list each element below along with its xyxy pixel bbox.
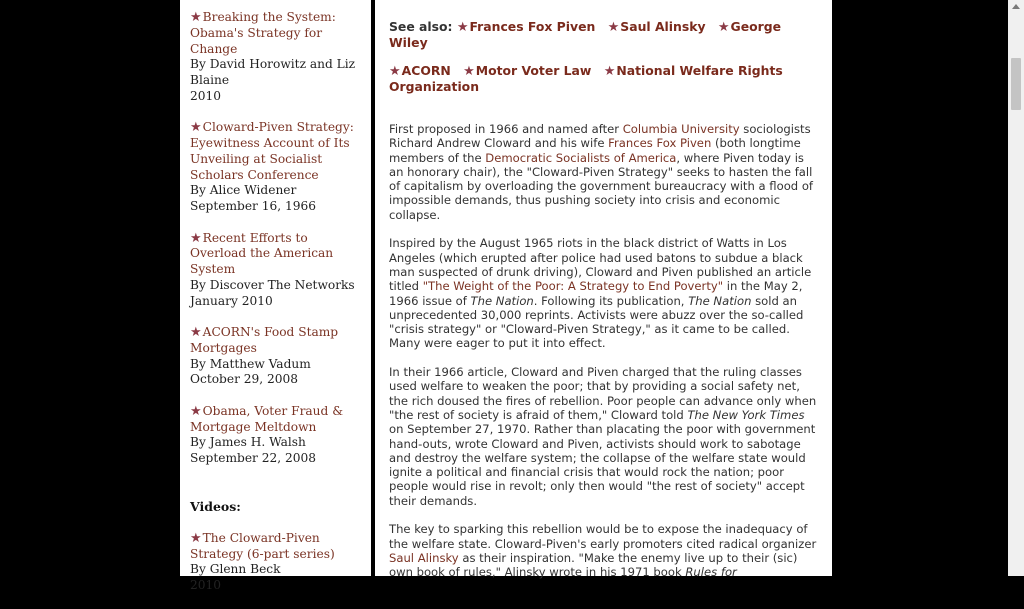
sidebar-article [190,325,365,388]
article-author: By David Horowitz and Liz Blaine [190,57,356,88]
sidebar-article [190,120,365,215]
sidebar [180,0,371,593]
text: . Following its publication, [533,293,689,308]
text: as their inspiration. "Make the enemy live up to their (sic) own book of rules," Alinsky wrote in his 1971 book [389,550,798,580]
article-date: 2010 [190,88,222,103]
article-link[interactable]: ACORN's Food Stamp Mortgages [190,325,339,355]
see-also-row-2 [389,64,819,94]
see-also-motor-voter-link[interactable]: Motor Voter Law [475,63,592,78]
sidebar-article [190,10,365,105]
weight-of-the-poor-link[interactable]: "The Weight of the Poor: A Strategy to End Poverty" [422,279,724,294]
star-icon: ★ [463,64,475,79]
saul-alinsky-link[interactable]: Saul Alinsky [389,550,459,565]
article-author: By Alice Widener [190,183,297,198]
page-scrollbar[interactable] [1008,0,1024,576]
dsa-link[interactable]: Democratic Socialists of America [485,150,677,165]
article-link[interactable]: Recent Efforts to Overload the American System [190,230,334,277]
star-icon: ★ [190,10,202,25]
article-author: By James H. Walsh [190,435,306,450]
see-also-wiley-link[interactable]: George Wiley [389,19,782,50]
text: In their 1966 article, Cloward and Piven charged that the ruling classes used welfare to weaken the poor; that by providing a social safety net, the rich doused the fires of rebellion. Poor people can advance only when "the rest of society is afraid of them," Cloward told [389,365,817,422]
scroll-thumb[interactable] [1011,58,1021,110]
text: sociologists Richard Andrew Cloward and his wife [389,122,811,151]
star-icon: ★ [717,20,730,35]
article-date: January 2010 [190,293,273,308]
article-main [375,0,832,580]
text: (both longtime members of the [389,136,801,165]
text: First proposed in 1966 and named after [389,122,623,136]
columbia-university-link[interactable]: Columbia University [622,122,740,136]
article-date: September 16, 1966 [190,199,317,214]
article-date: October 29, 2008 [190,372,299,387]
article-link[interactable]: Breaking the System: Obama's Strategy for Change [190,10,336,56]
star-icon: ★ [607,20,620,35]
see-also-row-1 [389,20,819,50]
publication-title: The Nation [688,293,752,308]
sidebar-video [190,531,365,594]
page-column [180,0,832,593]
videos-heading: Videos: [190,498,241,514]
star-icon: ★ [190,230,202,246]
star-icon: ★ [603,64,616,79]
article-paragraph [389,122,819,222]
text: in the May 2, 1966 issue of [389,279,803,308]
text: sold an unprecedented 30,000 reprints. Activists were abuzz over the so-called "crisis strategy" or "Cloward-Piven Strategy," as it came to be called. Many were eager to put it into effect. [389,293,804,351]
text: , where Piven today is an honorary chair), the "Cloward-Piven Strategy" seeks to hasten the fall of capitalism by overloading the government bureaucracy with a flood of impossible demands, thus pushing society into crisis and economic collapse. [389,150,814,222]
video-date: 2010 [190,578,222,593]
frances-fox-piven-link[interactable]: Frances Fox Piven [608,136,712,151]
scroll-up-arrow-icon[interactable] [1012,4,1020,9]
article-paragraph [389,236,819,350]
star-icon: ★ [190,325,202,341]
see-also-piven-link[interactable]: Frances Fox Piven [469,19,596,34]
book-title: Rules for [685,565,737,580]
article-link[interactable]: Obama, Voter Fraud & Mortgage Meltdown [190,403,344,434]
publication-title: The New York Times [687,407,805,422]
video-author: By Glenn Beck [190,562,281,577]
article-date: September 22, 2008 [190,451,317,466]
text: Inspired by the August 1965 riots in the black district of Watts in Los Angeles (which erupted after police had used batons to subdue a black man suspected of drunk driving), Cloward and Piven published an article titled [389,236,812,294]
text: The key to sparking this rebellion would be to expose the inadequacy of the welfare state. Cloward-Piven's early promoters cited radical organizer [389,522,817,551]
star-icon: ★ [190,120,202,136]
see-also-acorn-link[interactable]: ACORN [401,63,451,78]
text: on September 27, 1970. Rather than placating the poor with government hand-outs, wrote Cloward and Piven, activists should work to sabotage and destroy the welfare system; the collapse of the welfare state would ignite a political and financial crisis that would rock the nation; poor people would rise in revolt; only then would "the rest of society" accept their demands. [389,422,816,508]
article-paragraph [389,522,819,579]
see-also-nwro-link[interactable]: National Welfare Rights Organization [389,63,783,94]
star-icon: ★ [456,20,469,35]
video-link[interactable]: The Cloward-Piven Strategy (6-part series) [190,530,335,561]
article-author: By Discover The Networks [190,277,355,292]
see-also-label: See also: [389,19,453,34]
publication-title: The Nation [470,293,534,308]
star-icon: ★ [190,530,202,546]
sidebar-article [190,231,365,310]
sidebar-article [190,404,365,467]
article-paragraph [389,365,819,508]
article-link[interactable]: Cloward-Piven Strategy: Eyewitness Account of Its Unveiling at Socialist Scholars Conference [190,120,354,182]
star-icon: ★ [389,64,401,79]
article-author: By Matthew Vadum [190,356,311,371]
see-also-alinsky-link[interactable]: Saul Alinsky [620,19,706,34]
star-icon: ★ [190,403,202,419]
